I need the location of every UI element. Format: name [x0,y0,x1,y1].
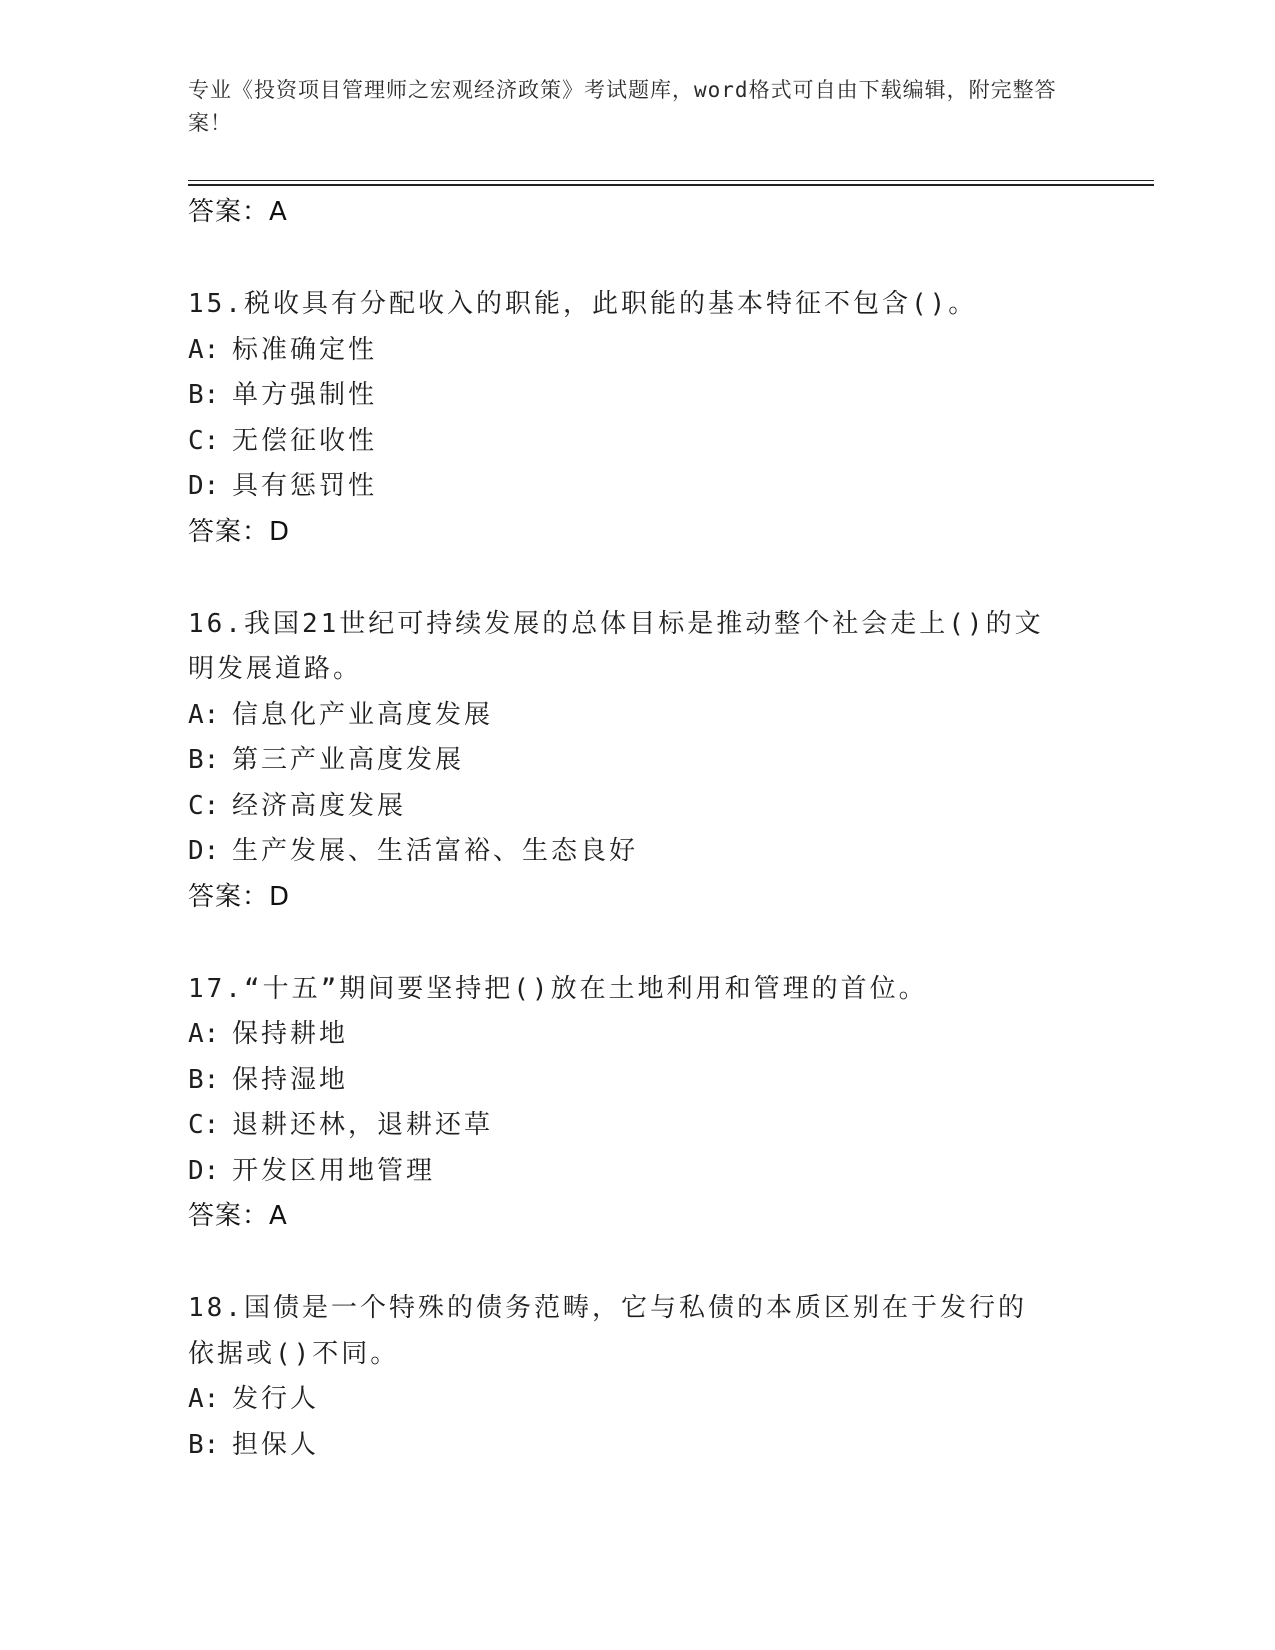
option-key: C: [188,425,220,456]
option-c [188,784,1088,830]
option-a [188,693,1088,739]
question-15 [188,282,1088,554]
question-stem: 16.我国21世纪可持续发展的总体目标是推动整个社会走上()的文明发展道路。 [188,608,1044,684]
option-text: 经济高度发展 [232,790,407,821]
question-16 [188,602,1088,919]
question-list [188,190,1088,1468]
option-d [188,464,1088,510]
option-b [188,738,1088,784]
option-b [188,1058,1088,1104]
option-text: 开发区用地管理 [232,1155,436,1186]
answer-line: 答案：A [188,197,288,227]
question-18 [188,1286,1088,1468]
option-text: 担保人 [232,1429,320,1460]
option-text: 无偿征收性 [232,425,378,456]
option-b [188,373,1088,419]
option-text: 单方强制性 [232,380,378,410]
answer-line: 答案：A [188,1201,288,1231]
option-key: B: [188,1429,220,1460]
option-key: D: [188,471,220,501]
option-key: D: [188,836,220,866]
option-a [188,1377,1088,1423]
option-b [188,1423,1088,1469]
option-c [188,419,1088,465]
option-d [188,1149,1088,1195]
option-key: A: [188,699,220,730]
option-key: B: [188,380,220,410]
option-text: 保持湿地 [232,1064,349,1095]
option-text: 具有惩罚性 [232,471,378,501]
option-a [188,1012,1088,1058]
option-key: A: [188,1384,220,1414]
question-17 [188,967,1088,1239]
option-key: A: [188,1019,220,1049]
option-text: 标准确定性 [232,334,378,365]
option-key: D: [188,1155,220,1186]
question-stem: 17.“十五”期间要坚持把()放在土地利用和管理的首位。 [188,973,928,1004]
question-stem: 15.税收具有分配收入的职能，此职能的基本特征不包含()。 [188,289,978,319]
header-divider-thick [188,184,1154,186]
option-text: 退耕还林，退耕还草 [232,1110,494,1140]
option-text: 生产发展、生活富裕、生态良好 [232,836,639,866]
option-a [188,328,1088,374]
option-text: 保持耕地 [232,1019,349,1049]
answer-line: 答案：D [188,516,291,547]
option-key: C: [188,790,220,821]
option-text: 发行人 [232,1384,320,1414]
option-key: B: [188,745,220,775]
option-c [188,1103,1088,1149]
option-key: B: [188,1064,220,1095]
option-text: 信息化产业高度发展 [232,699,494,730]
document-header: 专业《投资项目管理师之宏观经济政策》考试题库，word格式可自由下载编辑，附完整答案！ [188,78,1057,135]
question-stem: 18.国债是一个特殊的债务范畴，它与私债的本质区别在于发行的依据或()不同。 [188,1293,1027,1369]
option-key: C: [188,1110,220,1140]
option-key: A: [188,334,220,365]
option-d [188,829,1088,875]
header-divider-thin [188,180,1154,181]
answer-line: 答案：D [188,881,291,912]
option-text: 第三产业高度发展 [232,745,465,775]
